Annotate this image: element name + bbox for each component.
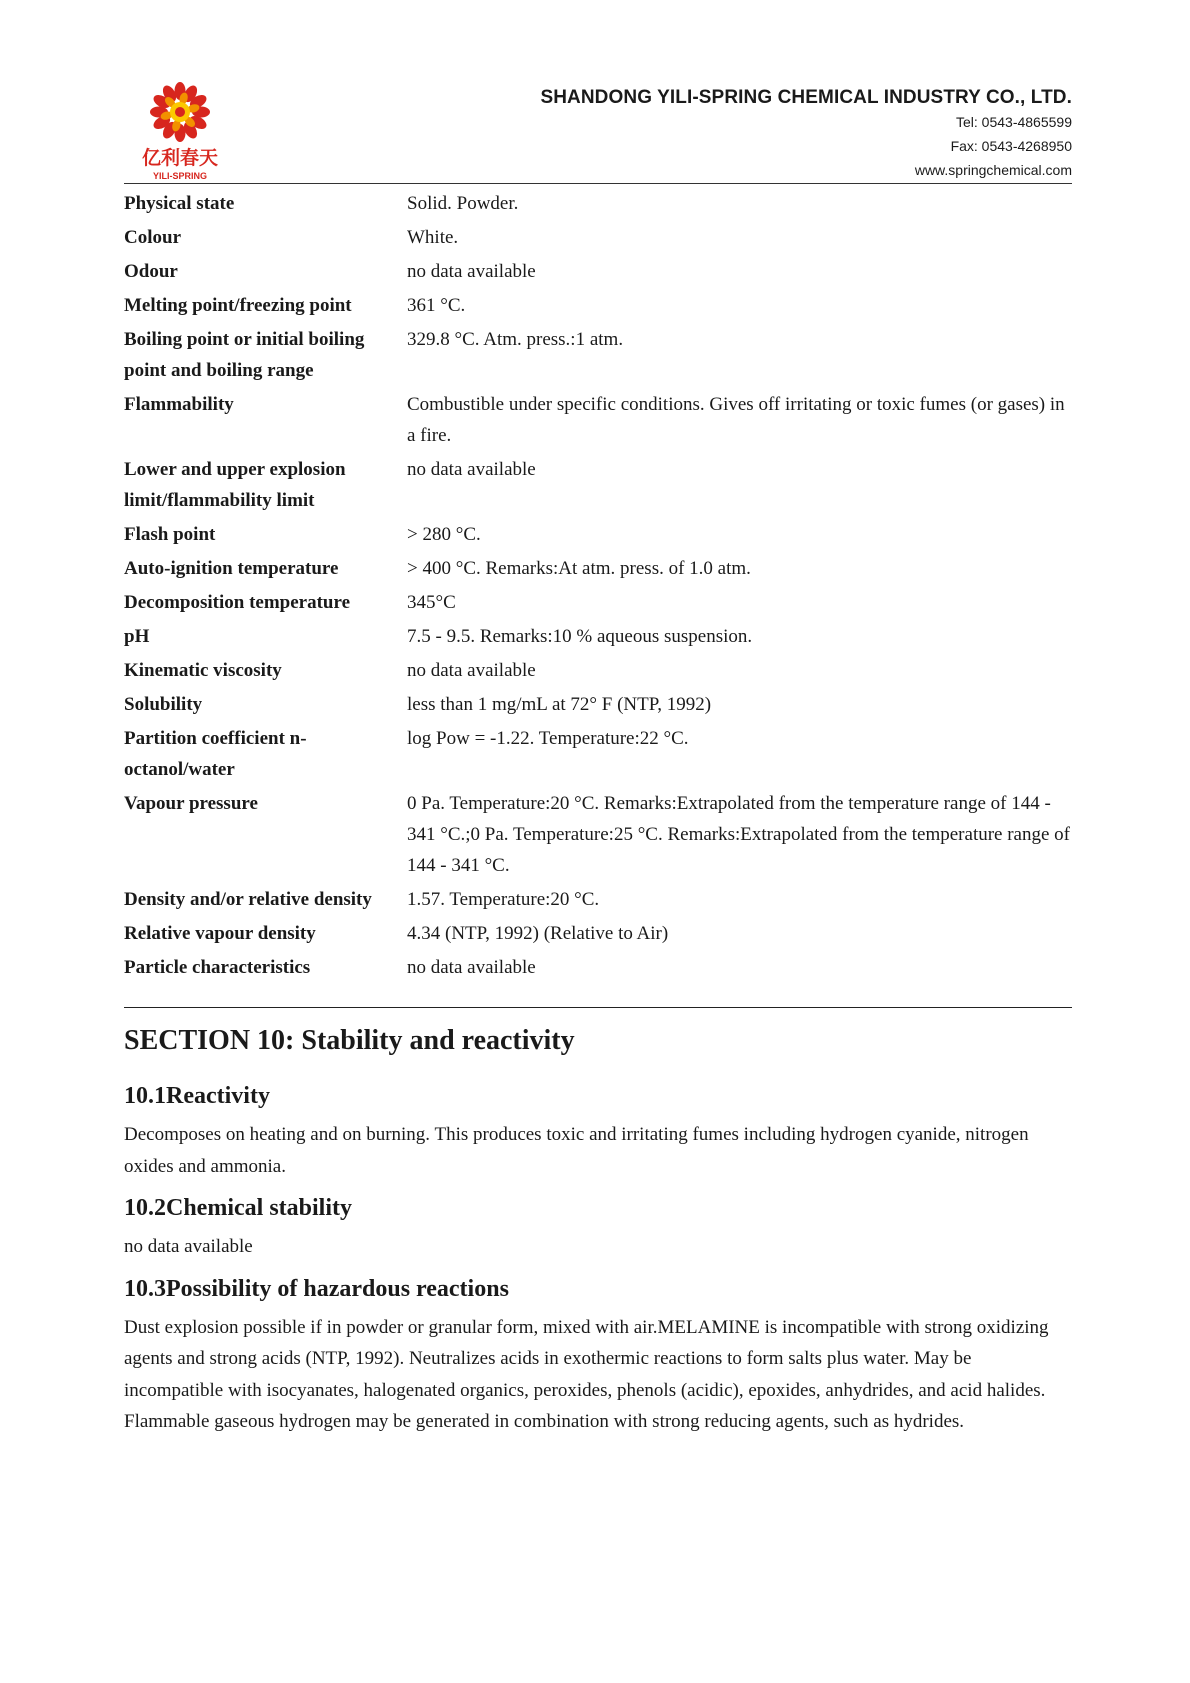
property-value: no data available (407, 957, 536, 978)
property-row (124, 655, 1072, 686)
property-value: no data available (407, 660, 536, 681)
property-value: 361 °C. (407, 295, 466, 316)
section-10 (124, 1017, 1074, 1447)
property-row (124, 689, 1072, 720)
property-value: White. (407, 227, 459, 248)
property-row (124, 324, 1072, 386)
physical-properties-table (124, 188, 1072, 986)
property-label: Kinematic viscosity (124, 660, 282, 681)
property-label: Melting point/freezing point (124, 295, 352, 316)
property-row (124, 621, 1072, 652)
reactivity-text: Decomposes on heating and on burning. This produces toxic and irritating fumes including hydrogen cyanide, nitrogen oxides and ammonia. (124, 1124, 1029, 1177)
property-value: 329.8 °C. Atm. press.:1 atm. (407, 329, 624, 350)
company-logo (138, 80, 222, 184)
property-value: less than 1 mg/mL at 72° F (NTP, 1992) (407, 694, 712, 715)
property-label: Density and/or relative density (124, 889, 372, 910)
property-row (124, 918, 1072, 949)
property-value: no data available (407, 459, 536, 480)
hazardous-reactions-heading: 10.3Possibility of hazardous reactions (124, 1275, 509, 1302)
reactivity-heading: 10.1Reactivity (124, 1083, 270, 1109)
logo-text: 亿利春天 (141, 147, 219, 169)
property-label: Flash point (124, 524, 216, 545)
property-row (124, 454, 1072, 516)
header-divider (124, 183, 1072, 184)
property-label: Colour (124, 227, 181, 248)
property-value: > 400 °C. Remarks:At atm. press. of 1.0 atm. (407, 558, 751, 579)
property-row (124, 553, 1072, 584)
property-label: Particle characteristics (124, 957, 311, 978)
property-label: Relative vapour density (124, 923, 316, 944)
logo-subtext: YILI-SPRING (152, 171, 208, 181)
property-label: Solubility (124, 694, 203, 715)
chemical-stability-heading: 10.2Chemical stability (124, 1195, 352, 1221)
property-row (124, 587, 1072, 618)
property-row (124, 188, 1072, 219)
property-value: > 280 °C. (407, 524, 481, 545)
property-value: 7.5 - 9.5. Remarks:10 % aqueous suspension. (407, 626, 753, 647)
property-label: Partition coefficient n-octanol/water (124, 728, 307, 780)
property-value: Solid. Powder. (407, 193, 519, 214)
property-value: no data available (407, 261, 536, 282)
property-value: 1.57. Temperature:20 °C. (407, 889, 600, 910)
company-tel: Tel: 0543-4865599 (956, 114, 1072, 130)
company-website[interactable]: www.springchemical.com (914, 162, 1072, 178)
property-row (124, 389, 1072, 451)
property-label: pH (124, 626, 150, 647)
property-label: Flammability (124, 394, 234, 415)
property-value: 345°C (407, 592, 456, 613)
property-label: Odour (124, 261, 178, 282)
chemical-stability-text: no data available (124, 1236, 253, 1257)
property-label: Physical state (124, 193, 235, 214)
property-row (124, 788, 1072, 881)
sunflower-icon (150, 82, 210, 142)
company-header (540, 86, 1072, 182)
property-row (124, 952, 1072, 983)
company-name: SHANDONG YILI-SPRING CHEMICAL INDUSTRY CO., LTD. (540, 87, 1072, 108)
property-row (124, 256, 1072, 287)
property-row (124, 884, 1072, 915)
property-row (124, 222, 1072, 253)
property-value: log Pow = -1.22. Temperature:22 °C. (407, 728, 689, 749)
property-value: 4.34 (NTP, 1992) (Relative to Air) (407, 923, 669, 944)
property-label: Vapour pressure (124, 793, 258, 814)
property-value: Combustible under specific conditions. Gives off irritating or toxic fumes (or gases) in a fire. (407, 394, 1065, 446)
company-fax: Fax: 0543-4268950 (950, 138, 1072, 154)
section-divider (124, 1007, 1072, 1008)
property-label: Lower and upper explosion limit/flammability limit (124, 459, 346, 511)
property-value: 0 Pa. Temperature:20 °C. Remarks:Extrapolated from the temperature range of 144 - 341 °C.;0 Pa. Temperature:25 °C. Remarks:Extrapolated from the temperature range of 144 - 341 °C. (407, 793, 1071, 876)
property-row (124, 723, 1072, 785)
property-label: Auto-ignition temperature (124, 558, 339, 579)
section-title: SECTION 10: Stability and reactivity (124, 1025, 575, 1056)
property-label: Decomposition temperature (124, 592, 351, 613)
property-row (124, 519, 1072, 550)
hazardous-reactions-text: Dust explosion possible if in powder or granular form, mixed with air.MELAMINE is incompatible with strong oxidizing agents and strong acids (NTP, 1992). Neutralizes acids in exothermic reactions to form salts plus water. May be incompatible with isocyanates, halogenated organics, peroxides, phenols (acidic), epoxides, anhydrides, and acid halides. Flammable gaseous hydrogen may be generated in combination with strong reducing agents, such as hydrides. (124, 1316, 1049, 1432)
property-label: Boiling point or initial boiling point and boiling range (124, 329, 365, 381)
property-row (124, 290, 1072, 321)
